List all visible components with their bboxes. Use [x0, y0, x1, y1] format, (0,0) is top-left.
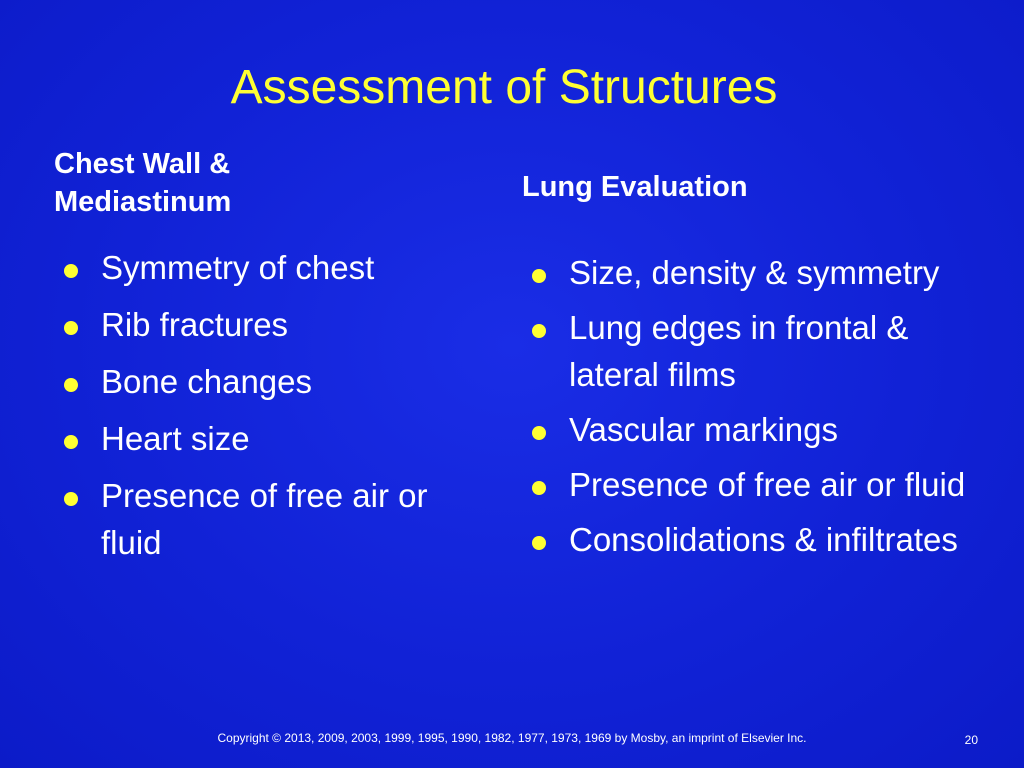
list-item [54, 301, 474, 348]
bullet-text: Consolidations & infiltrates [569, 521, 958, 558]
bullet-dot-icon [532, 269, 546, 283]
left-bullet-list [54, 244, 474, 576]
bullet-dot-icon [64, 321, 78, 335]
list-item [522, 406, 972, 453]
bullet-text: Heart size [101, 420, 250, 457]
bullet-text: Presence of free air or fluid [569, 466, 966, 503]
bullet-dot-icon [532, 481, 546, 495]
bullet-dot-icon [64, 378, 78, 392]
list-item [522, 461, 972, 508]
bullet-text: Vascular markings [569, 411, 838, 448]
bullet-text: Lung edges in frontal & lateral films [569, 309, 909, 393]
list-item [522, 304, 972, 398]
left-column-heading: Chest Wall & Mediastinum [54, 148, 232, 218]
list-item [54, 415, 474, 462]
list-item [54, 358, 474, 405]
page-number: 20 [964, 733, 978, 747]
bullet-dot-icon [532, 426, 546, 440]
slide-title: Assessment of Structures [230, 61, 778, 114]
right-bullet-list [522, 249, 972, 571]
right-column-heading: Lung Evaluation [522, 171, 748, 203]
bullet-text: Size, density & symmetry [569, 254, 940, 291]
copyright-footer: Copyright © 2013, 2009, 2003, 1999, 1995, 1990, 1982, 1977, 1973, 1969 by Mosby, an imprint of Elsevier Inc. [217, 731, 807, 745]
bullet-text: Bone changes [101, 363, 313, 400]
bullet-text: Rib fractures [101, 306, 289, 343]
bullet-text: Symmetry of chest [101, 249, 375, 286]
list-item [54, 472, 474, 566]
bullet-dot-icon [64, 435, 78, 449]
list-item [522, 249, 972, 296]
list-item [522, 516, 972, 563]
bullet-dot-icon [532, 536, 546, 550]
bullet-dot-icon [64, 264, 78, 278]
bullet-dot-icon [64, 492, 78, 506]
list-item [54, 244, 474, 291]
bullet-text: Presence of free air or fluid [101, 477, 428, 561]
bullet-dot-icon [532, 324, 546, 338]
